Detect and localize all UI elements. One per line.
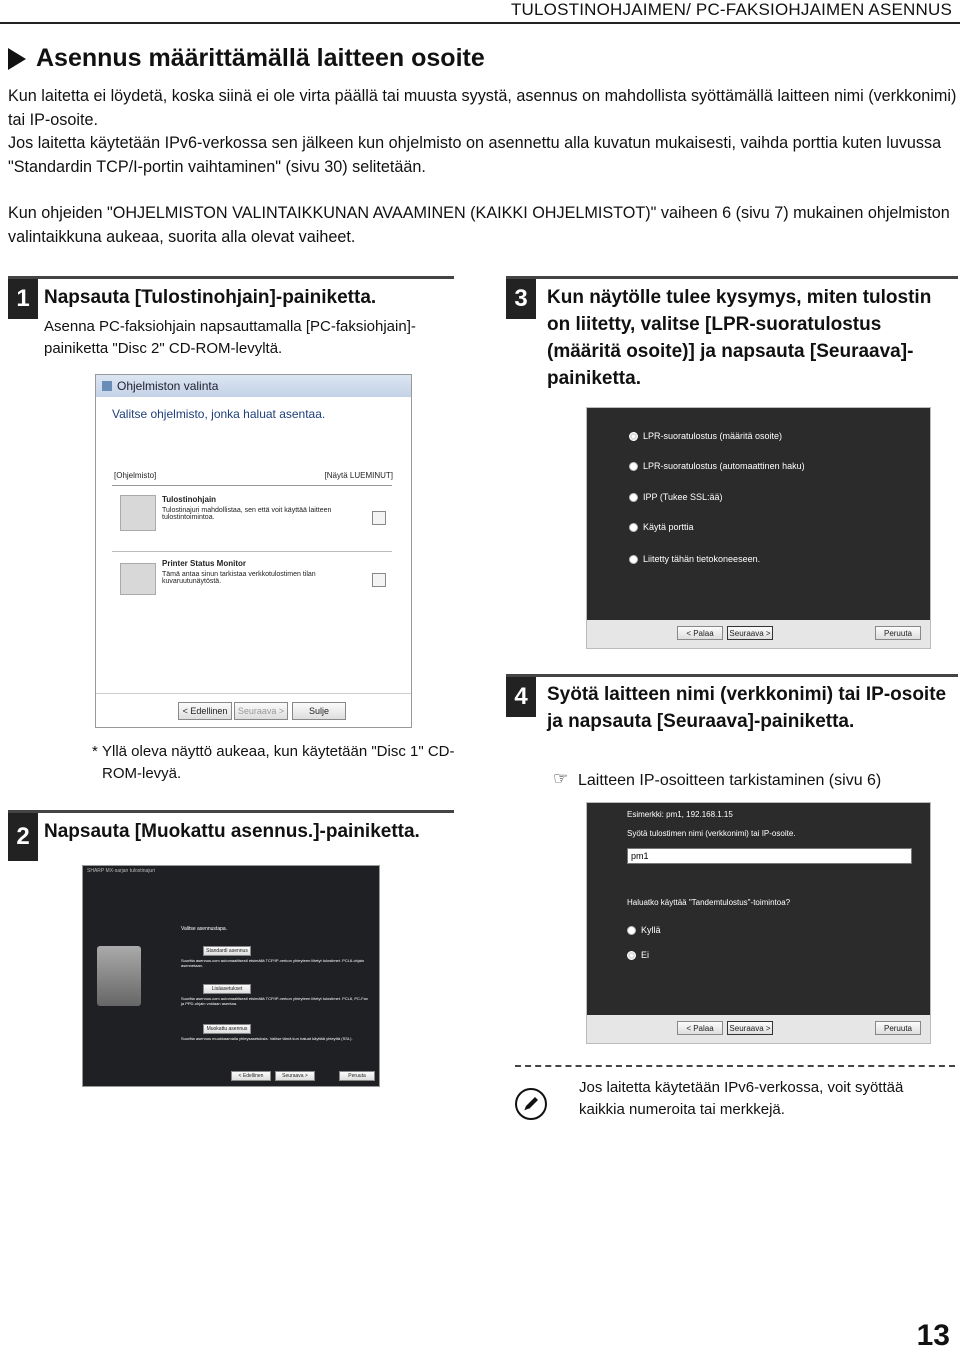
status-monitor-desc: Tämä antaa sinun tarkistaa verkkotulostimen tilan kuvaruutunäytöstä. [162,571,316,585]
intro-paragraph-3: Kun ohjeiden "OHJELMISTON VALINTAIKKUNAN AVAAMINEN (KAIKKI OHJELMISTOT)" vaiheen 6 (sivu 7) mukainen ohjelmiston valintaikkuna aukeaa, suorita alla olevat vaiheet. [8,204,950,246]
printer-icon [120,495,156,531]
cancel-button[interactable]: Peruuta [875,1021,921,1035]
option-lpr-auto[interactable] [629,461,805,471]
printer-driver-desc: Tulostinajuri mahdollistaa, sen että voit käyttää laitteen tulostintoimintoa. [162,507,332,521]
computer-icon [97,946,141,1006]
option-label: LPR-suoratulostus (automaattinen haku) [643,461,805,471]
step1-subtext: Asenna PC-faksiohjain napsauttamalla [PC-faksiohjain]-painiketta "Disc 2" CD-ROM-levyltä. [44,318,416,357]
reference-hand-icon: ☞ [553,769,569,788]
advanced-install-button[interactable]: Lisäasetukset [203,984,251,994]
step3-title: Kun näytölle tulee kysymys, miten tulostin on liitetty, valitse [LPR-suoratulostus (määritä osoite)] ja napsauta [Seuraava]-painiketta. [547,287,932,389]
option-label: Kyllä [641,925,661,935]
screen-heading: Valitse asennustapa. [181,926,228,932]
step4-title: Syötä laitteen nimi (verkkonimi) tai IP-osoite ja napsauta [Seuraava]-painiketta. [547,684,947,732]
section-header: TULOSTINOHJAIMEN/ PC-FAKSIOHJAIMEN ASENNUS [510,0,952,19]
status-monitor-icon [120,563,156,595]
footnote-mark: * [92,743,98,760]
software-label: [Ohjelmisto] [114,471,157,480]
option-lpr-address[interactable] [629,431,782,441]
divider [96,693,411,694]
cancel-button[interactable]: Peruuta [875,626,921,640]
custom-install-button[interactable]: Muokattu asennus [203,1024,251,1034]
next-button[interactable]: Seuraava > [275,1071,315,1081]
option-ipp[interactable] [629,492,723,502]
radio-icon[interactable] [629,493,638,502]
step2-title: Napsauta [Muokattu asennus.]-painiketta. [44,821,420,842]
step4-rule [506,674,958,677]
intro-paragraph-1: Kun laitetta ei löydetä, koska siinä ei ole virta päällä tai muusta syystä, asennus on mahdollista syöttämällä laitteen nimi (verkkonimi) tai IP-osoite. [8,87,957,129]
next-button[interactable]: Seuraava > [727,626,773,640]
cancel-button[interactable]: Peruuta [339,1071,375,1081]
software-selection-screenshot [95,374,412,728]
address-entry-screenshot [586,802,931,1044]
radio-selected-icon[interactable] [629,432,638,441]
title-row [8,44,485,73]
dark-panel [587,803,930,1015]
page-title: Asennus määrittämällä laitteen osoite [36,44,485,72]
note-text: Jos laitetta käytetään IPv6-verkossa, voit syöttää kaikkia numeroita tai merkkejä. [579,1079,904,1118]
standard-install-desc: Suoritta asennus.com automaattisesti etsimällä TCP/IP-verkon yhteyteen liitetyt tulostimet. PCL6-ohjain asennetaan. [181,958,365,968]
step3-rule [506,276,958,279]
step2-number-badge: 2 [8,813,38,861]
status-monitor-title[interactable]: Printer Status Monitor [162,559,247,568]
close-button[interactable]: Sulje [292,702,346,720]
note-divider [515,1065,955,1067]
window-titlebar [96,375,411,397]
step1-footnote: Yllä oleva näyttö aukeaa, kun käytetään "Disc 1" CD-ROM-levyä. [102,743,455,782]
readme-icon[interactable] [372,573,386,587]
option-local[interactable] [629,554,760,564]
window-icon [102,381,112,391]
step2-rule [8,810,454,813]
step1-rule [8,276,454,279]
back-button[interactable]: < Edellinen [231,1071,271,1081]
option-label: LPR-suoratulostus (määritä osoite) [643,431,783,441]
back-button[interactable]: < Edellinen [178,702,232,720]
next-button[interactable]: Seuraava > [727,1021,773,1035]
option-no[interactable] [627,950,649,960]
advanced-install-desc: Suoritta asennus.com automaattisesti etsimällä TCP/IP-verkon yhteyteen liitetyt tulostimet. PCL6, PC-Fax ja PPD-ohjain voidaan asentaa. [181,996,368,1006]
example-text: Esimerkki: pm1, 192.168.1.15 [627,810,733,819]
radio-selected-icon[interactable] [627,951,636,960]
address-input[interactable]: pm1 [627,848,912,864]
step4-number-badge: 4 [506,677,536,717]
custom-install-desc: Suoritta asennus muokkaamalla yhteysasetuksia. Valitse tämä kun haluat käyttää yhteyttä (SSL). [181,1036,353,1041]
option-label: IPP (Tukee SSL:ää) [643,492,723,502]
printer-driver-title[interactable]: Tulostinohjain [162,495,217,504]
connection-type-screenshot [586,407,931,649]
step1-number-badge: 1 [8,279,38,319]
standard-install-button[interactable]: Standardi asennus [203,946,251,956]
readme-icon[interactable] [372,511,386,525]
pencil-note-icon [515,1088,547,1120]
step3-number-badge: 3 [506,279,536,319]
install-type-screenshot [82,865,380,1087]
next-button[interactable]: Seuraava > [234,702,288,720]
radio-icon[interactable] [629,523,638,532]
divider [112,551,392,552]
prompt-text: Syötä tulostimen nimi (verkkonimi) tai IP-osoite. [627,829,796,838]
divider [112,485,392,486]
tandem-question: Haluatko käyttää "Tandemtulostus"-toimintoa? [627,898,791,907]
page-number: 13 [916,1319,950,1352]
readme-label: [Näytä LUEMINUT] [324,471,393,480]
step4-reference[interactable]: Laitteen IP-osoitteen tarkistaminen (sivu 6) [578,772,882,789]
radio-icon[interactable] [627,926,636,935]
option-yes[interactable] [627,925,661,935]
back-button[interactable]: < Palaa [677,626,723,640]
option-use-port[interactable] [629,522,694,532]
screen-heading: Valitse ohjelmisto, jonka haluat asentaa. [112,407,326,421]
option-label: Ei [641,950,650,960]
dark-panel [587,408,930,620]
intro-paragraph-2: Jos laitetta käytetään IPv6-verkossa sen jälkeen kun ohjelmisto on asennettu alla kuvatun mukaisesti, vaihda porttia kuten luvussa "Standardin TCP/I-portin vaihtaminen" (sivu 30) selitetään. [8,134,942,176]
triangle-bullet-icon [8,48,26,70]
window-title: Ohjelmiston valinta [117,379,219,393]
window-title: SHARP MX-sarjan tulostinajuri [87,868,155,874]
radio-icon[interactable] [629,555,638,564]
step1-title: Napsauta [Tulostinohjain]-painiketta. [44,287,377,308]
header-rule [0,22,960,24]
option-label: Liitetty tähän tietokoneeseen. [643,554,761,564]
option-label: Käytä porttia [643,522,694,532]
back-button[interactable]: < Palaa [677,1021,723,1035]
radio-icon[interactable] [629,462,638,471]
